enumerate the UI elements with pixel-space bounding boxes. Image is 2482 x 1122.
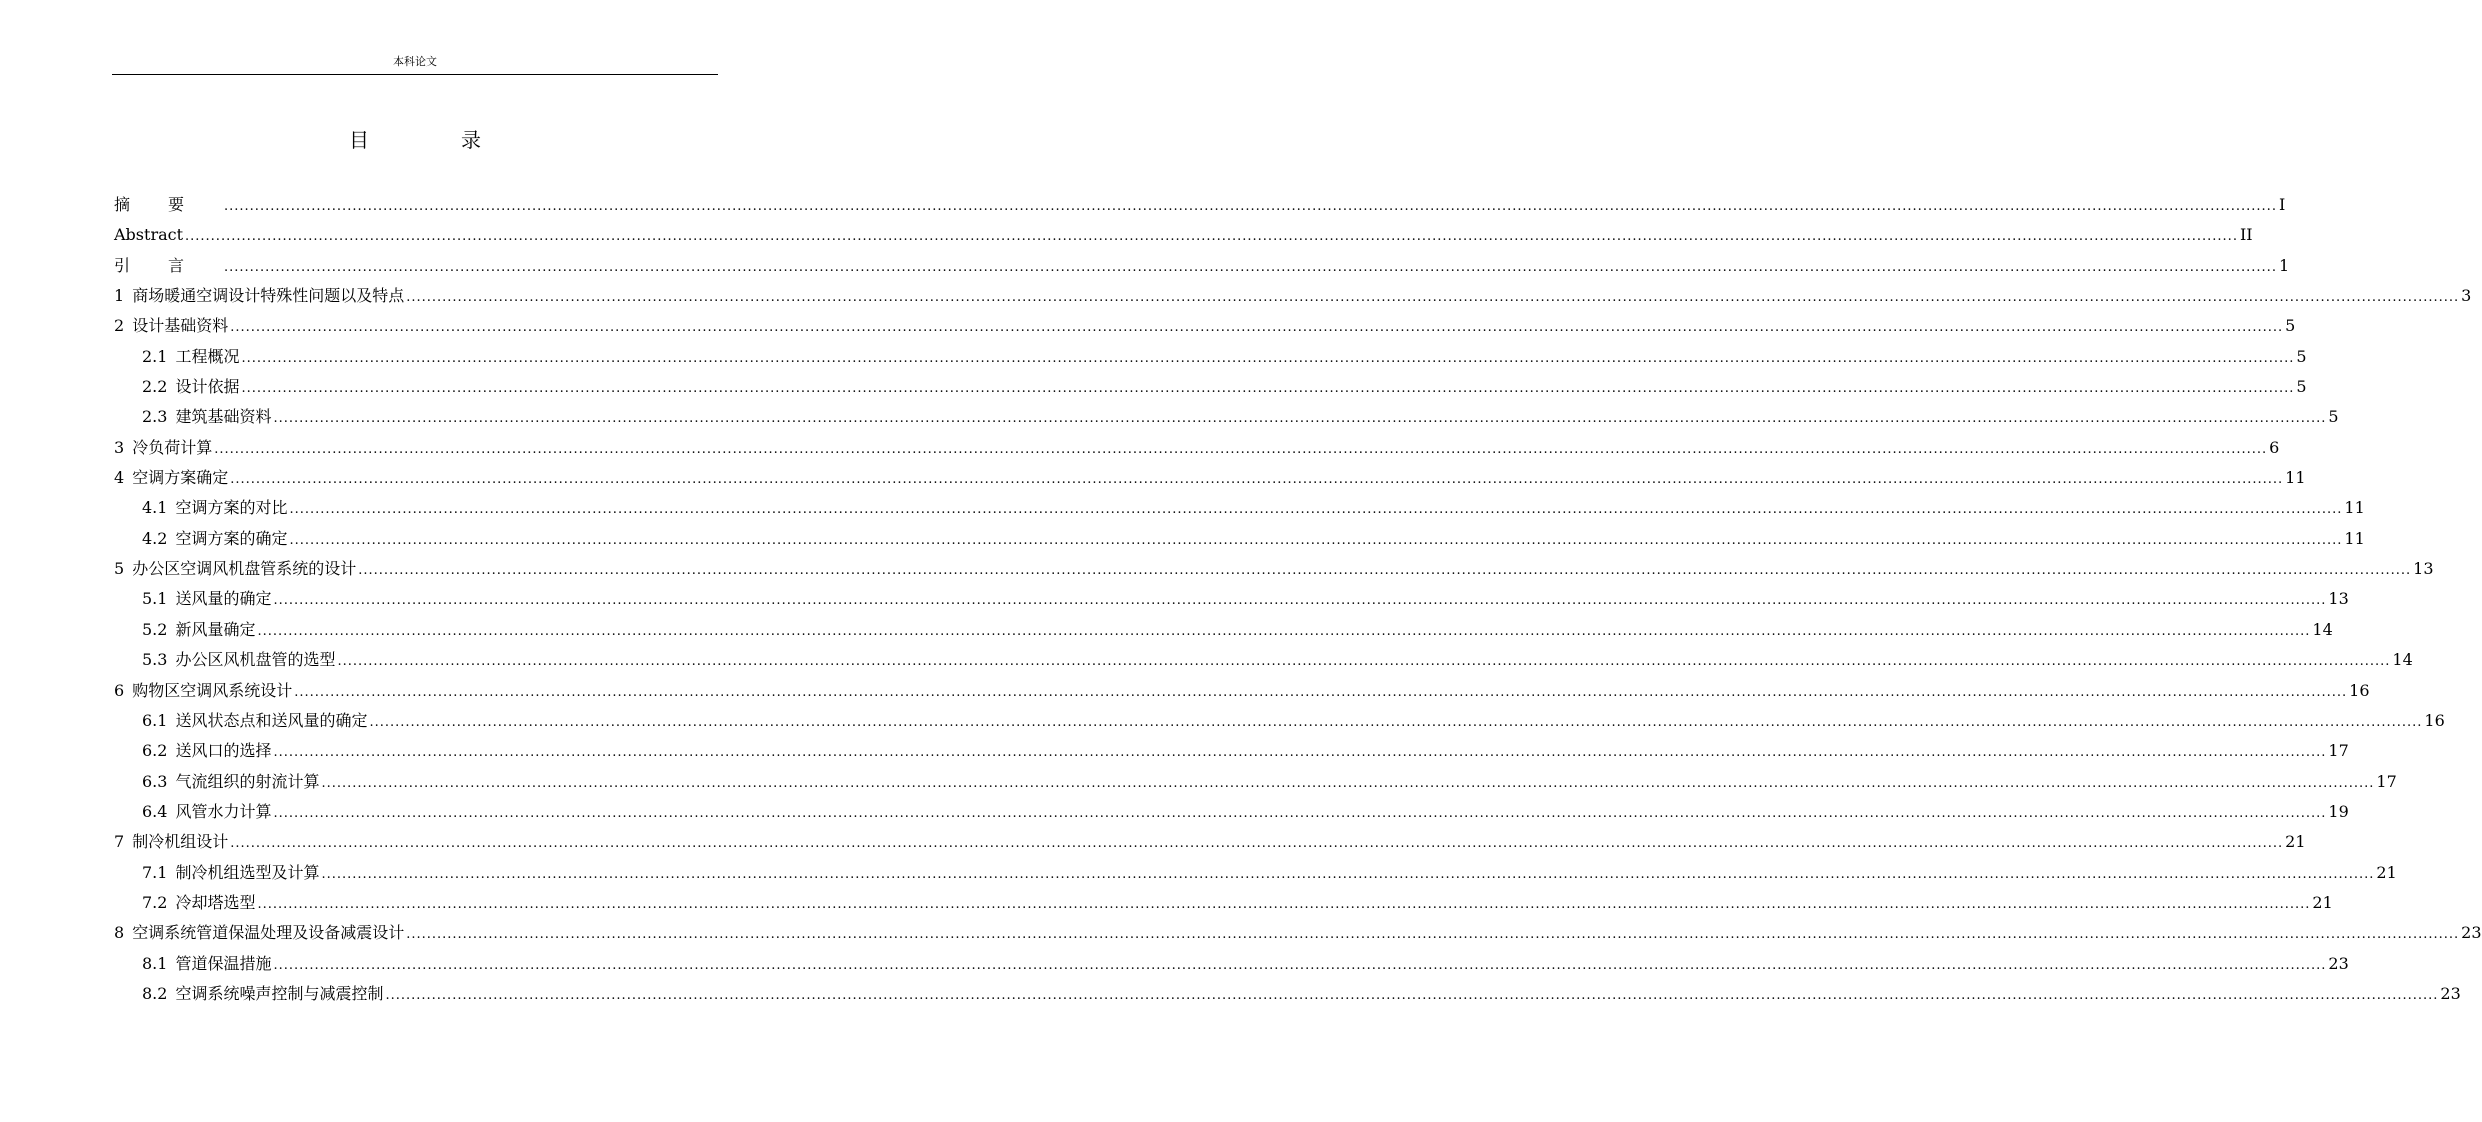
toc-entry[interactable] bbox=[114, 281, 2472, 311]
dot-leader: ................................................................................................................................................................................................................................................................................................................................................................................................................ bbox=[294, 684, 2348, 700]
toc-entry-page: 14 bbox=[2312, 619, 2333, 639]
toc-entry[interactable] bbox=[114, 918, 2482, 948]
dot-leader: ................................................................................................................................................................................................................................................................................................................................................................................................................ bbox=[406, 290, 2460, 306]
toc-entry[interactable] bbox=[114, 554, 2434, 584]
toc-entry-label: 冷却塔选型 bbox=[175, 892, 256, 912]
dot-leader: ................................................................................................................................................................................................................................................................................................................................................................................................................ bbox=[406, 927, 2460, 943]
toc-entry-label: 空调系统噪声控制与减震控制 bbox=[175, 983, 384, 1003]
dot-leader: ................................................................................................................................................................................................................................................................................................................................................................................................................ bbox=[224, 259, 2277, 275]
toc-entry-number: 4 bbox=[114, 468, 125, 488]
toc-entry-page: 3 bbox=[2461, 286, 2472, 306]
toc-entry-label: 制冷机组选型及计算 bbox=[175, 862, 320, 882]
toc-entry-page: 13 bbox=[2328, 589, 2349, 609]
toc-entry-label: 办公区风机盘管的选型 bbox=[175, 650, 336, 670]
toc-entry-label: 引言 bbox=[114, 255, 223, 275]
toc-entry-page: 6 bbox=[2269, 437, 2280, 457]
toc-entry[interactable] bbox=[114, 979, 2461, 1009]
toc-entry-number: 8.1 bbox=[142, 953, 168, 973]
toc-entry[interactable] bbox=[114, 767, 2397, 797]
toc-entry-page: 11 bbox=[2344, 528, 2365, 548]
toc-entry[interactable] bbox=[114, 311, 2296, 341]
toc-entry-label: 冷负荷计算 bbox=[132, 437, 213, 457]
toc-entry-label: 送风量的确定 bbox=[175, 589, 272, 609]
toc-entry-label: 空调系统管道保温处理及设备减震设计 bbox=[132, 923, 405, 943]
dot-leader: ................................................................................................................................................................................................................................................................................................................................................................................................................ bbox=[230, 472, 2284, 488]
table-of-contents bbox=[114, 190, 2482, 1009]
toc-entry-number: 1 bbox=[114, 286, 125, 306]
toc-entry[interactable] bbox=[114, 372, 2307, 402]
toc-entry-label: 气流组织的射流计算 bbox=[175, 771, 320, 791]
toc-entry-page: 19 bbox=[2328, 801, 2349, 821]
toc-entry-page: 5 bbox=[2296, 377, 2307, 397]
dot-leader: ................................................................................................................................................................................................................................................................................................................................................................................................................ bbox=[358, 563, 2412, 579]
toc-entry-label: 空调方案的对比 bbox=[175, 498, 288, 518]
running-header: 本科论文 bbox=[393, 55, 437, 68]
toc-entry-page: 11 bbox=[2285, 468, 2306, 488]
toc-entry[interactable] bbox=[114, 615, 2333, 645]
toc-entry-page: 21 bbox=[2312, 892, 2333, 912]
toc-entry-page: 21 bbox=[2376, 862, 2397, 882]
toc-entry[interactable] bbox=[114, 493, 2365, 523]
toc-entry-number: 4.1 bbox=[142, 498, 168, 518]
toc-entry-label: 商场暖通空调设计特殊性问题以及特点 bbox=[132, 286, 405, 306]
toc-entry-number: 5.2 bbox=[142, 619, 168, 639]
toc-entry-label: 空调方案的确定 bbox=[175, 528, 288, 548]
dot-leader: ................................................................................................................................................................................................................................................................................................................................................................................................................ bbox=[257, 896, 2311, 912]
toc-entry[interactable] bbox=[114, 645, 2413, 675]
dot-leader: ................................................................................................................................................................................................................................................................................................................................................................................................................ bbox=[224, 199, 2277, 214]
toc-entry[interactable] bbox=[114, 736, 2349, 766]
dot-leader: ................................................................................................................................................................................................................................................................................................................................................................................................................ bbox=[321, 866, 2375, 882]
dot-leader: ................................................................................................................................................................................................................................................................................................................................................................................................................ bbox=[273, 805, 2327, 821]
toc-entry-number: 6.3 bbox=[142, 771, 168, 791]
dot-leader: ................................................................................................................................................................................................................................................................................................................................................................................................................ bbox=[230, 320, 2284, 336]
toc-entry-page: 5 bbox=[2328, 407, 2339, 427]
dot-leader: ................................................................................................................................................................................................................................................................................................................................................................................................................ bbox=[273, 411, 2327, 427]
toc-entry-label: 风管水力计算 bbox=[175, 801, 272, 821]
toc-entry-page: II bbox=[2239, 225, 2253, 245]
toc-entry-number: 8.2 bbox=[142, 983, 168, 1003]
dot-leader: ................................................................................................................................................................................................................................................................................................................................................................................................................ bbox=[273, 593, 2327, 609]
toc-entry-page: 5 bbox=[2285, 316, 2296, 336]
toc-entry[interactable] bbox=[114, 342, 2307, 372]
toc-entry-label: 空调方案确定 bbox=[132, 468, 229, 488]
dot-leader: ................................................................................................................................................................................................................................................................................................................................................................................................................ bbox=[230, 836, 2284, 852]
toc-entry-label: 购物区空调风系统设计 bbox=[132, 680, 293, 700]
dot-leader: ................................................................................................................................................................................................................................................................................................................................................................................................................ bbox=[289, 502, 2343, 518]
toc-entry-label: 设计依据 bbox=[175, 377, 240, 397]
dot-leader: ................................................................................................................................................................................................................................................................................................................................................................................................................ bbox=[185, 229, 2238, 245]
toc-entry[interactable] bbox=[114, 797, 2349, 827]
header-rule bbox=[112, 74, 718, 75]
toc-entry-page: 5 bbox=[2296, 346, 2307, 366]
toc-entry-number: 7.1 bbox=[142, 862, 168, 882]
toc-entry[interactable] bbox=[114, 706, 2445, 736]
toc-entry-page: 23 bbox=[2461, 923, 2482, 943]
dot-leader: ................................................................................................................................................................................................................................................................................................................................................................................................................ bbox=[337, 654, 2391, 670]
toc-entry-label: 建筑基础资料 bbox=[175, 407, 272, 427]
toc-entry-page: I bbox=[2278, 195, 2286, 214]
toc-entry-page: 1 bbox=[2278, 255, 2290, 275]
toc-entry-number: 2 bbox=[114, 316, 125, 336]
toc-entry-number: 5.1 bbox=[142, 589, 168, 609]
toc-entry-number: 7 bbox=[114, 832, 125, 852]
toc-entry-number: 2.3 bbox=[142, 407, 168, 427]
toc-entry-page: 21 bbox=[2285, 832, 2306, 852]
toc-entry-page: 23 bbox=[2440, 983, 2461, 1003]
toc-entry-label: Abstract bbox=[114, 225, 184, 245]
toc-entry-label: 送风状态点和送风量的确定 bbox=[175, 710, 368, 730]
toc-entry[interactable] bbox=[114, 190, 2286, 220]
toc-entry-page: 11 bbox=[2344, 498, 2365, 518]
toc-entry-number: 6 bbox=[114, 680, 125, 700]
toc-entry-number: 8 bbox=[114, 923, 125, 943]
toc-entry-label: 摘要 bbox=[114, 195, 223, 214]
toc-entry[interactable] bbox=[114, 858, 2397, 888]
toc-entry-page: 16 bbox=[2424, 710, 2445, 730]
dot-leader: ................................................................................................................................................................................................................................................................................................................................................................................................................ bbox=[385, 987, 2439, 1003]
dot-leader: ................................................................................................................................................................................................................................................................................................................................................................................................................ bbox=[241, 350, 2295, 366]
toc-entry-page: 14 bbox=[2392, 650, 2413, 670]
toc-entry-number: 2.2 bbox=[142, 377, 168, 397]
toc-entry[interactable] bbox=[114, 524, 2365, 554]
toc-entry-number: 5.3 bbox=[142, 650, 168, 670]
toc-entry[interactable] bbox=[114, 676, 2370, 706]
toc-entry-page: 17 bbox=[2376, 771, 2397, 791]
toc-entry-label: 办公区空调风机盘管系统的设计 bbox=[132, 559, 357, 579]
dot-leader: ................................................................................................................................................................................................................................................................................................................................................................................................................ bbox=[241, 381, 2295, 397]
toc-entry-label: 工程概况 bbox=[175, 346, 240, 366]
toc-entry-number: 7.2 bbox=[142, 892, 168, 912]
toc-entry[interactable] bbox=[114, 584, 2349, 614]
toc-entry-number: 6.2 bbox=[142, 741, 168, 761]
toc-entry-page: 16 bbox=[2349, 680, 2370, 700]
toc-entry-page: 13 bbox=[2413, 559, 2434, 579]
dot-leader: ................................................................................................................................................................................................................................................................................................................................................................................................................ bbox=[273, 957, 2327, 973]
toc-entry[interactable] bbox=[114, 251, 2290, 281]
toc-entry-label: 管道保温措施 bbox=[175, 953, 272, 973]
dot-leader: ................................................................................................................................................................................................................................................................................................................................................................................................................ bbox=[214, 441, 2268, 457]
toc-entry[interactable] bbox=[114, 402, 2339, 432]
dot-leader: ................................................................................................................................................................................................................................................................................................................................................................................................................ bbox=[321, 775, 2375, 791]
toc-entry-number: 3 bbox=[114, 437, 125, 457]
toc-title: 目 录 bbox=[349, 128, 517, 152]
toc-entry-number: 6.1 bbox=[142, 710, 168, 730]
toc-entry[interactable] bbox=[114, 220, 2253, 250]
dot-leader: ................................................................................................................................................................................................................................................................................................................................................................................................................ bbox=[273, 745, 2327, 761]
dot-leader: ................................................................................................................................................................................................................................................................................................................................................................................................................ bbox=[289, 532, 2343, 548]
toc-entry-label: 新风量确定 bbox=[175, 619, 256, 639]
toc-entry[interactable] bbox=[114, 888, 2333, 918]
toc-entry-number: 4.2 bbox=[142, 528, 168, 548]
toc-entry-number: 6.4 bbox=[142, 801, 168, 821]
toc-entry[interactable] bbox=[114, 433, 2280, 463]
toc-entry[interactable] bbox=[114, 827, 2306, 857]
dot-leader: ................................................................................................................................................................................................................................................................................................................................................................................................................ bbox=[369, 714, 2423, 730]
toc-entry-number: 2.1 bbox=[142, 346, 168, 366]
toc-entry-page: 17 bbox=[2328, 741, 2349, 761]
toc-entry-page: 23 bbox=[2328, 953, 2349, 973]
toc-entry-label: 制冷机组设计 bbox=[132, 832, 229, 852]
toc-entry[interactable] bbox=[114, 949, 2349, 979]
toc-entry[interactable] bbox=[114, 463, 2306, 493]
dot-leader: ................................................................................................................................................................................................................................................................................................................................................................................................................ bbox=[257, 623, 2311, 639]
toc-entry-number: 5 bbox=[114, 559, 125, 579]
toc-entry-label: 送风口的选择 bbox=[175, 741, 272, 761]
toc-entry-label: 设计基础资料 bbox=[132, 316, 229, 336]
